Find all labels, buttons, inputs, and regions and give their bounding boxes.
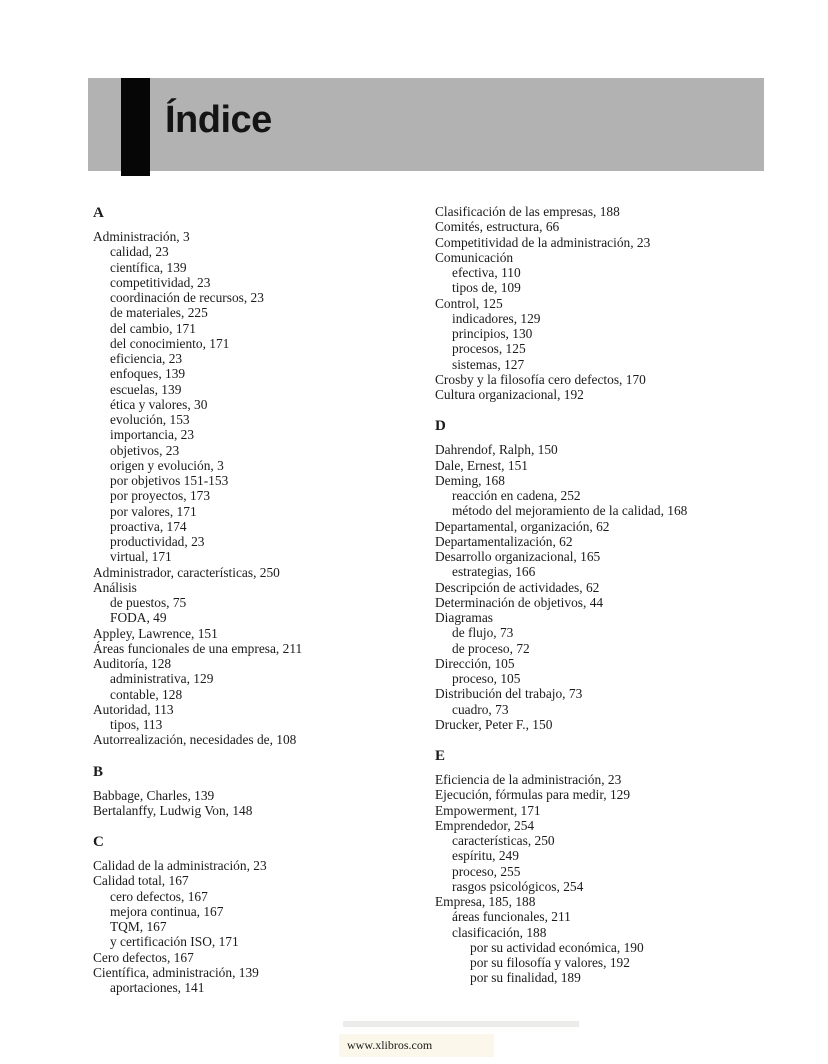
- index-entry: Calidad total, 167: [93, 873, 189, 889]
- index-entry: Análisis: [93, 579, 137, 595]
- index-entry: clasificación, 188: [452, 924, 547, 940]
- index-entry: Ejecución, fórmulas para medir, 129: [435, 787, 631, 803]
- index-entry: Crosby y la filosofía cero defectos, 170: [435, 371, 646, 387]
- index-entry: Distribución del trabajo, 73: [435, 686, 583, 702]
- index-entry: proceso, 105: [452, 671, 521, 686]
- index-entry: tipos, 113: [110, 717, 163, 732]
- index-entry: Autoridad, 113: [93, 701, 174, 717]
- section-letter: C: [93, 834, 104, 850]
- index-entry: sistemas, 127: [452, 356, 525, 372]
- index-entry: evolución, 153: [110, 412, 190, 427]
- index-entry: de materiales, 225: [110, 305, 208, 321]
- index-entry: de flujo, 73: [452, 625, 514, 641]
- footer-smudge: [343, 1021, 579, 1027]
- index-entry: Dahrendof, Ralph, 150: [435, 442, 558, 458]
- index-entry: espíritu, 249: [452, 848, 519, 864]
- index-entry: indicadores, 129: [452, 310, 541, 326]
- index-entry: Administrador, características, 250: [93, 564, 280, 580]
- index-entry: Emprendedor, 254: [435, 817, 535, 833]
- index-entry: Dale, Ernest, 151: [435, 457, 528, 473]
- section-letter: D: [435, 418, 446, 435]
- index-entry: áreas funcionales, 211: [452, 909, 571, 925]
- index-entry: de puestos, 75: [110, 595, 187, 610]
- index-entry: del conocimiento, 171: [110, 335, 230, 351]
- index-entry: por proyectos, 173: [110, 488, 211, 504]
- index-entry: Diagramas: [435, 610, 494, 625]
- index-entry: Control, 125: [435, 295, 503, 311]
- index-entry: administrativa, 129: [110, 671, 214, 687]
- index-entry: Comunicación: [435, 249, 514, 265]
- index-entry: Babbage, Charles, 139: [93, 787, 215, 803]
- index-entry: Empresa, 185, 188: [435, 894, 536, 909]
- section-letter: A: [93, 205, 104, 221]
- index-entry: origen y evolución, 3: [110, 457, 224, 473]
- index-entry: cero defectos, 167: [110, 888, 208, 904]
- index-entry: de proceso, 72: [452, 640, 530, 656]
- index-entry: contable, 128: [110, 686, 183, 702]
- index-entry: científica, 139: [110, 259, 187, 275]
- index-entry: Drucker, Peter F., 150: [435, 716, 553, 732]
- index-entry: Eficiencia de la administración, 23: [435, 772, 622, 787]
- index-section: [93, 204, 435, 748]
- section-letter: B: [93, 763, 104, 780]
- index-entry: por su filosofía y valores, 192: [470, 955, 630, 970]
- index-entry: por objetivos 151-153: [110, 473, 229, 488]
- index-entry: estrategias, 166: [452, 564, 536, 580]
- index-entry: ética y valores, 30: [110, 396, 208, 412]
- index-column-right: [435, 204, 788, 995]
- index-entry: Determinación de objetivos, 44: [435, 594, 604, 610]
- index-entry: aportaciones, 141: [110, 980, 205, 995]
- index-column-left: [93, 204, 435, 995]
- header-accent-bar: [121, 78, 150, 176]
- index-entry: Clasificación de las empresas, 188: [435, 204, 620, 219]
- index-entry: Áreas funcionales de una empresa, 211: [93, 640, 303, 656]
- index-entry: método del mejoramiento de la calidad, 168: [452, 503, 688, 519]
- index-entry: productividad, 23: [110, 534, 205, 549]
- index-entry: tipos de, 109: [452, 280, 521, 296]
- index-entry: Appley, Lawrence, 151: [93, 625, 218, 641]
- footer-url: www.xlibros.com: [347, 1038, 433, 1052]
- index-entry: por valores, 171: [110, 503, 197, 519]
- section-letter: E: [435, 748, 446, 764]
- index-entry: características, 250: [452, 833, 555, 848]
- index-entry: Empowerment, 171: [435, 802, 541, 818]
- index-entry: reacción en cadena, 252: [452, 488, 581, 503]
- index-entry: Deming, 168: [435, 472, 505, 488]
- index-entry: Desarrollo organizacional, 165: [435, 549, 601, 564]
- index-entry: principios, 130: [452, 326, 533, 341]
- index-entry: Cero defectos, 167: [93, 949, 194, 965]
- index-entry: enfoques, 139: [110, 366, 186, 382]
- index-entry: coordinación de recursos, 23: [110, 290, 264, 305]
- index-columns: [93, 204, 788, 995]
- page-title: Índice: [165, 99, 272, 141]
- index-entry: Autorrealización, necesidades de, 108: [93, 732, 297, 748]
- index-entry: importancia, 23: [110, 427, 195, 443]
- index-entry: del cambio, 171: [110, 320, 196, 336]
- index-entry: eficiencia, 23: [110, 351, 183, 366]
- index-entry: Calidad de la administración, 23: [93, 858, 267, 873]
- index-entry: rasgos psicológicos, 254: [452, 878, 584, 894]
- index-entry: calidad, 23: [110, 244, 169, 260]
- index-entry: efectiva, 110: [452, 265, 521, 280]
- index-section: [435, 417, 788, 732]
- index-entry: por su actividad económica, 190: [470, 939, 644, 955]
- index-entry: por su finalidad, 189: [470, 970, 581, 986]
- index-entry: Administración, 3: [93, 229, 190, 244]
- index-entry: proceso, 255: [452, 863, 521, 879]
- index-entry: proactiva, 174: [110, 518, 187, 534]
- index-entry: Competitividad de la administración, 23: [435, 234, 651, 250]
- index-section: [93, 763, 435, 819]
- footer: [339, 1034, 494, 1057]
- index-section: [93, 833, 435, 995]
- index-entry: Dirección, 105: [435, 655, 515, 671]
- index-entry: escuelas, 139: [110, 381, 182, 397]
- index-entry: Científica, administración, 139: [93, 964, 259, 980]
- index-entry: competitividad, 23: [110, 274, 211, 290]
- index-entry: cuadro, 73: [452, 701, 509, 717]
- index-entry: TQM, 167: [110, 919, 167, 934]
- index-entry: Departamental, organización, 62: [435, 518, 610, 534]
- index-entry: Departamentalización, 62: [435, 533, 573, 549]
- index-section: [435, 204, 788, 402]
- index-entry: Auditoría, 128: [93, 656, 172, 671]
- index-entry: Cultura organizacional, 192: [435, 387, 584, 402]
- index-entry: mejora continua, 167: [110, 903, 224, 919]
- index-section: [435, 747, 788, 986]
- index-entry: Bertalanffy, Ludwig Von, 148: [93, 802, 253, 818]
- index-entry: y certificación ISO, 171: [110, 934, 239, 950]
- index-entry: procesos, 125: [452, 341, 526, 357]
- index-entry: Comités, estructura, 66: [435, 219, 560, 235]
- index-entry: objetivos, 23: [110, 442, 180, 458]
- index-entry: Descripción de actividades, 62: [435, 579, 600, 595]
- index-entry: FODA, 49: [110, 610, 167, 626]
- index-entry: virtual, 171: [110, 549, 172, 565]
- chapter-header-banner: [88, 78, 764, 171]
